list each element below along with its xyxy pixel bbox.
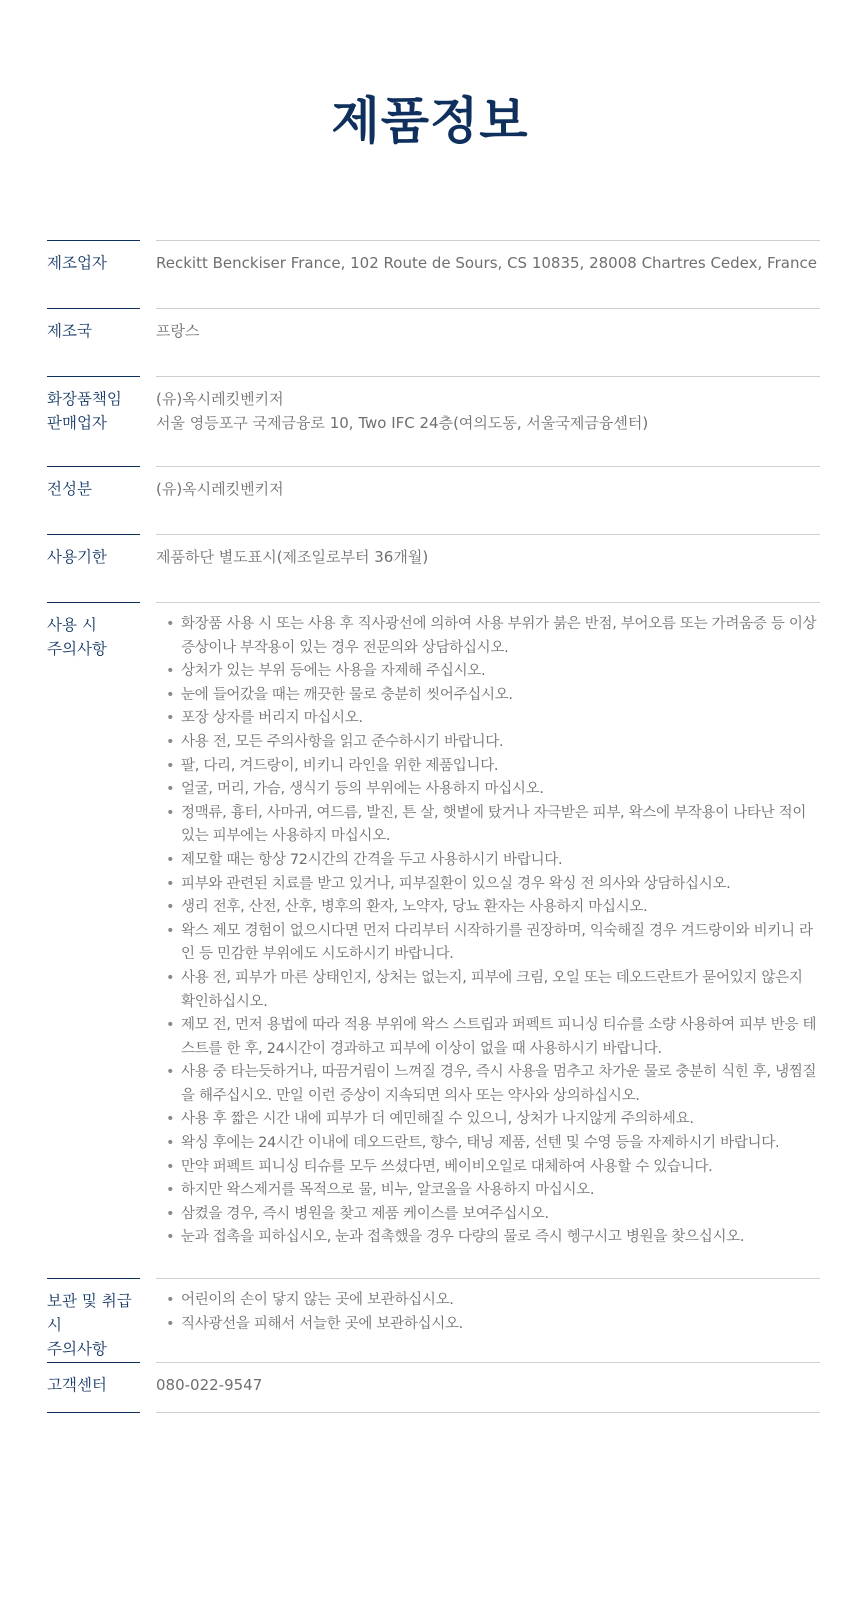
bullet-icon: • <box>166 1064 175 1081</box>
seller-label-line1: 화장품책임 <box>47 390 122 408</box>
bullet-icon: • <box>166 875 175 892</box>
label-column-bottom-rule <box>47 1412 140 1413</box>
usage-caution-item-text: 눈에 들어갔을 때는 깨끗한 물로 충분히 씻어주십시오. <box>181 686 513 703</box>
usage-caution-item <box>156 613 820 660</box>
seller-company: (유)옥시레킷벤키저 <box>156 390 284 408</box>
bullet-icon: • <box>166 804 175 821</box>
usage-caution-item <box>156 873 820 897</box>
row-customer-center <box>47 1362 820 1414</box>
usage-caution-item-text: 만약 퍼펙트 피니싱 티슈를 모두 쓰셨다면, 베이비오일로 대체하여 사용할 수 있습니다. <box>181 1158 713 1175</box>
storage-caution-item-text: 어린이의 손이 닿지 않는 곳에 보관하십시오. <box>181 1292 454 1308</box>
bullet-icon: • <box>166 1205 175 1222</box>
row-usage-cautions <box>47 602 820 1278</box>
usage-cautions-label <box>47 602 140 1278</box>
bullet-icon: • <box>166 969 175 986</box>
bullet-icon: • <box>166 899 175 916</box>
product-info-table <box>47 240 820 1414</box>
bullet-icon: • <box>166 757 175 774</box>
bullet-icon: • <box>166 1158 175 1175</box>
usage-caution-item <box>156 802 820 849</box>
country-value: 프랑스 <box>156 308 820 376</box>
usage-caution-item <box>156 1108 820 1132</box>
storage-caution-item <box>156 1313 820 1337</box>
usage-caution-item <box>156 1014 820 1061</box>
usage-caution-item-text: 팔, 다리, 겨드랑이, 비키니 라인을 위한 제품입니다. <box>181 757 499 774</box>
usage-caution-item-text: 사용 전, 피부가 마른 상태인지, 상처는 없는지, 피부에 크림, 오일 또는 데오드란트가 묻어있지 않은지 확인하십시오. <box>181 969 803 1010</box>
seller-address: 서울 영등포구 국제금융로 10, Two IFC 24층(여의도동, 서울국제금융센터) <box>156 414 649 432</box>
usage-caution-item <box>156 1132 820 1156</box>
usage-caution-item <box>156 1179 820 1203</box>
bullet-icon: • <box>166 616 175 632</box>
row-expiry <box>47 534 820 602</box>
usage-cautions-label-line1: 사용 시 <box>47 616 97 634</box>
expiry-value: 제품하단 별도표시(제조일로부터 36개월) <box>156 534 820 602</box>
bullet-icon: • <box>166 663 175 680</box>
usage-caution-item-text: 왁싱 후에는 24시간 이내에 데오드란트, 향수, 태닝 제품, 선텐 및 수영 등을 자제하시기 바랍니다. <box>181 1135 780 1152</box>
expiry-label: 사용기한 <box>47 534 140 602</box>
ingredients-value: (유)옥시레킷벤키저 <box>156 466 820 534</box>
row-ingredients <box>47 466 820 534</box>
usage-caution-item-text: 왁스 제모 경험이 없으시다면 먼저 다리부터 시작하기를 권장하며, 익숙해질 경우 겨드랑이와 비키니 라인 등 민감한 부위에도 시도하시기 바랍니다. <box>181 922 813 963</box>
usage-caution-item-text: 얼굴, 머리, 가슴, 생식기 등의 부위에는 사용하지 마십시오. <box>181 781 544 798</box>
usage-caution-item <box>156 660 820 684</box>
usage-caution-item <box>156 896 820 920</box>
row-storage-cautions <box>47 1278 820 1362</box>
page-title: 제품정보 <box>331 92 529 150</box>
bullet-icon: • <box>166 733 175 750</box>
usage-caution-item-text: 정맥류, 흉터, 사마귀, 여드름, 발진, 튼 살, 햇볕에 탔거나 자극받은 피부, 왁스에 부작용이 나타난 적이 있는 피부에는 사용하지 마십시오. <box>181 804 807 845</box>
usage-caution-item <box>156 707 820 731</box>
usage-caution-item <box>156 849 820 873</box>
usage-cautions-list <box>156 613 820 1250</box>
row-responsible-seller <box>47 376 820 466</box>
usage-caution-item-text: 사용 전, 모든 주의사항을 읽고 준수하시기 바랍니다. <box>181 733 504 750</box>
ingredients-label: 전성분 <box>47 466 140 534</box>
bullet-icon: • <box>166 1229 175 1246</box>
storage-cautions-list <box>156 1289 820 1336</box>
storage-cautions-value <box>156 1278 820 1362</box>
usage-caution-item <box>156 731 820 755</box>
usage-caution-item <box>156 1203 820 1227</box>
storage-cautions-label-line1: 보관 및 취급시 <box>47 1292 132 1334</box>
usage-cautions-value <box>156 602 820 1278</box>
usage-caution-item <box>156 755 820 779</box>
bullet-icon: • <box>166 686 175 703</box>
bullet-icon: • <box>166 1182 175 1199</box>
usage-cautions-label-line2: 주의사항 <box>47 640 107 658</box>
seller-label <box>47 376 140 466</box>
row-country <box>47 308 820 376</box>
usage-caution-item-text: 사용 중 타는듯하거나, 따끔거림이 느껴질 경우, 즉시 사용을 멈추고 차가운 물로 충분히 식힌 후, 냉찜질을 해주십시오. 만일 이런 증상이 지속되면 의사 또는 약사와 상의하십시오. <box>181 1064 817 1104</box>
usage-caution-item-text: 상처가 있는 부위 등에는 사용을 자제해 주십시오. <box>181 663 486 680</box>
bullet-icon: • <box>166 781 175 798</box>
seller-value <box>156 376 820 466</box>
bullet-icon: • <box>166 1111 175 1128</box>
row-manufacturer <box>47 240 820 308</box>
customer-center-phone: 080-022-9547 <box>156 1362 820 1414</box>
storage-cautions-label-line2: 주의사항 <box>47 1340 107 1358</box>
bullet-icon: • <box>166 1017 175 1034</box>
table-bottom-rule <box>47 1412 820 1413</box>
bullet-icon: • <box>166 1292 175 1308</box>
usage-caution-item-text: 사용 후 짧은 시간 내에 피부가 더 예민해질 수 있으니, 상처가 나지않게 주의하세요. <box>181 1111 694 1128</box>
usage-caution-item-text: 하지만 왁스제거를 목적으로 물, 비누, 알코올을 사용하지 마십시오. <box>181 1182 595 1199</box>
bullet-icon: • <box>166 851 175 868</box>
value-column-bottom-rule <box>156 1412 820 1413</box>
customer-center-label: 고객센터 <box>47 1362 140 1414</box>
usage-caution-item-text: 눈과 접촉을 피하십시오, 눈과 접촉했을 경우 다량의 물로 즉시 헹구시고 병원을 찾으십시오. <box>181 1229 745 1246</box>
manufacturer-label: 제조업자 <box>47 240 140 308</box>
manufacturer-value: Reckitt Benckiser France, 102 Route de Sours, CS 10835, 28008 Chartres Cedex, France <box>156 240 820 308</box>
country-label: 제조국 <box>47 308 140 376</box>
bullet-icon: • <box>166 710 175 727</box>
seller-label-line2: 판매업자 <box>47 414 107 432</box>
usage-caution-item <box>156 1061 820 1108</box>
usage-caution-item <box>156 778 820 802</box>
bullet-icon: • <box>166 1135 175 1152</box>
bullet-icon: • <box>166 922 175 939</box>
usage-caution-item-text: 화장품 사용 시 또는 사용 후 직사광선에 의하여 사용 부위가 붉은 반점, 부어오름 또는 가려움증 등 이상 증상이나 부작용이 있는 경우 전문의와 상담하십시오. <box>181 616 817 656</box>
usage-caution-item <box>156 1226 820 1250</box>
usage-caution-item <box>156 920 820 967</box>
usage-caution-item-text: 피부와 관련된 치료를 받고 있거나, 피부질환이 있으실 경우 왁싱 전 의사와 상담하십시오. <box>181 875 731 892</box>
usage-caution-item-text: 제모 전, 먼저 용법에 따라 적용 부위에 왁스 스트립과 퍼펙트 피니싱 티슈를 소량 사용하여 피부 반응 테스트를 한 후, 24시간이 경과하고 피부에 이상이 없을 때 사용하시기 바랍니다. <box>181 1017 817 1057</box>
usage-caution-item-text: 생리 전후, 산전, 산후, 병후의 환자, 노약자, 당뇨 환자는 사용하지 마십시오. <box>181 899 648 916</box>
storage-caution-item-text: 직사광선을 피해서 서늘한 곳에 보관하십시오. <box>181 1315 463 1332</box>
bullet-icon: • <box>166 1315 175 1332</box>
usage-caution-item <box>156 967 820 1014</box>
usage-caution-item-text: 제모할 때는 항상 72시간의 간격을 두고 사용하시기 바랍니다. <box>181 851 563 868</box>
usage-caution-item <box>156 1156 820 1180</box>
usage-caution-item-text: 삼켰을 경우, 즉시 병원을 찾고 제품 케이스를 보여주십시오. <box>181 1205 549 1222</box>
usage-caution-item-text: 포장 상자를 버리지 마십시오. <box>181 710 363 727</box>
storage-caution-item <box>156 1289 820 1313</box>
storage-cautions-label <box>47 1278 140 1362</box>
usage-caution-item <box>156 684 820 708</box>
